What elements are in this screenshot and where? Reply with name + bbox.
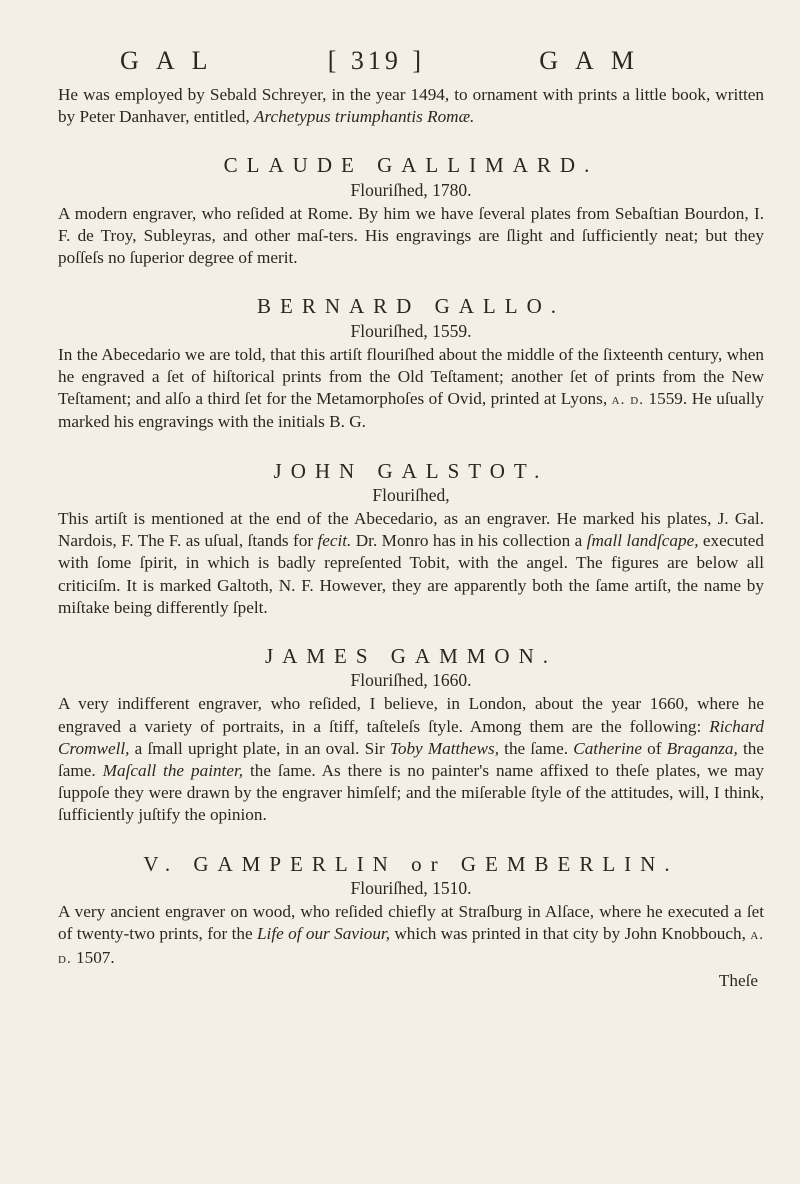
gammon-toby: Toby Matthews, xyxy=(389,738,499,758)
header-left: G A L xyxy=(120,46,214,75)
flourished-galstot: Flouriſhed, xyxy=(372,484,450,505)
galstot-text-1: This artiſt is mentioned at the end of the Abecedario, as an engraver. He marked his plates, J. Gal. Nardois, F. The F. as uſual, ſtands for xyxy=(58,509,764,551)
page-number: [ 319 ] xyxy=(327,46,426,75)
gammon-text-3: the ſame. xyxy=(499,738,574,758)
flourished-gammon: Flouriſhed, 1660. xyxy=(350,670,472,691)
catchword: Theſe xyxy=(718,970,758,990)
gamperlin-ad: a. d. xyxy=(58,927,765,967)
entry-name-gallo: BERNARD GALLO. xyxy=(257,294,565,319)
page-body xyxy=(58,84,764,992)
flourished-gallo: Flouriſhed, 1559. xyxy=(350,320,472,341)
entry-text-gammon xyxy=(58,693,764,826)
entry-name-gamperlin: V. GAMPERLIN or GEMBERLIN. xyxy=(143,851,679,876)
header-right: G A M xyxy=(539,46,640,75)
entry-name-galstot: JOHN GALSTOT. xyxy=(273,458,549,483)
gammon-text-1: A very indifferent engraver, who reſided, I believe, in London, about the year 1660, where he engraved a variety of portraits, in a ſtiff, taſteleſs ſtyle. Among them are the following: xyxy=(58,694,764,736)
gammon-text-5: the ſame. As there is no painter's name affixed to theſe plates, we may ſuppoſe they were drawn by the engraver himſelf; and the miſerable ſtyle of the attitudes, will, I think, ſufficiently juſtify the opinion. xyxy=(58,761,764,825)
intro-title: Archetypus triumphantis Romæ. xyxy=(253,107,475,127)
gallo-text-1: In the Abecedario we are told, that this artiſt flouriſhed about the middle of the ſixteenth century, when he engraved a ſet of hiſtorical prints from the Old Teſtament; another ſet of prints from the New Teſtament; and alſo a third ſet for the Metamorphoſes of Ovid, printed at Lyons, xyxy=(58,344,764,409)
galstot-text-3: executed with ſome ſpirit, in which is badly repreſented Tobit, with the angel. The figures are below all criticiſm. It is marked Galtoth, N. F. However, they are apparently both the ſame artiſt, the name by miſtake being differently ſpelt. xyxy=(58,531,764,617)
gallo-text-2: 1559. He uſually marked his engravings with the initials B. G. xyxy=(58,389,764,432)
entry-text-galstot xyxy=(58,508,764,619)
flourished-gamperlin: Flouriſhed, 1510. xyxy=(350,877,472,898)
entry-name-gallimard: CLAUDE GALLIMARD. xyxy=(223,153,599,178)
gamperlin-life: Life of our Saviour, xyxy=(257,924,390,944)
gammon-cromwell: Richard Cromwell, xyxy=(58,716,764,758)
intro-text: He was employed by Sebald Schreyer, in the year 1494, to ornament with prints a little book, written by Peter Danhaver, entitled, xyxy=(58,85,764,127)
intro-paragraph xyxy=(58,84,764,128)
running-header xyxy=(120,46,640,76)
entry-name-gammon: JAMES GAMMON. xyxy=(264,644,558,669)
gammon-text-2: a ſmall upright plate, in an oval. Sir xyxy=(129,738,390,758)
flourished-gallimard: Flouriſhed, 1780. xyxy=(350,179,472,200)
entry-text-gallo xyxy=(58,344,764,434)
galstot-text-2: Dr. Monro has in his collection a xyxy=(351,531,587,551)
gallo-ad: a. d. xyxy=(611,392,644,409)
entry-text-gallimard: A modern engraver, who reſided at Rome. By him we have ſeveral plates from Sebaſtian Bourdon, I. F. de Troy, Subleyras, and other maſ-ters. His engravings are ſlight and ſufficiently neat; but they poſſeſs no ſuperior degree of merit. xyxy=(58,203,764,268)
gammon-catherine: Catherine xyxy=(573,738,642,758)
gammon-mascall: Maſcall the painter, xyxy=(102,761,244,781)
gammon-of: of xyxy=(641,738,667,758)
entry-text-gamperlin xyxy=(58,901,764,970)
gamperlin-text-1: A very ancient engraver on wood, who reſided chiefly at Straſburg in Alſace, where he executed a ſet of twenty-two prints, for the xyxy=(58,902,764,944)
gamperlin-text-2: which was printed in that city by John Knobbouch, xyxy=(390,924,751,944)
gamperlin-text-3: 1507. xyxy=(71,947,115,967)
gammon-braganza: Braganza, xyxy=(666,738,738,758)
galstot-fecit: fecit. xyxy=(317,531,352,551)
galstot-small-landscape: ſmall landſcape, xyxy=(586,531,699,551)
gammon-text-4: the ſame. xyxy=(58,738,764,781)
